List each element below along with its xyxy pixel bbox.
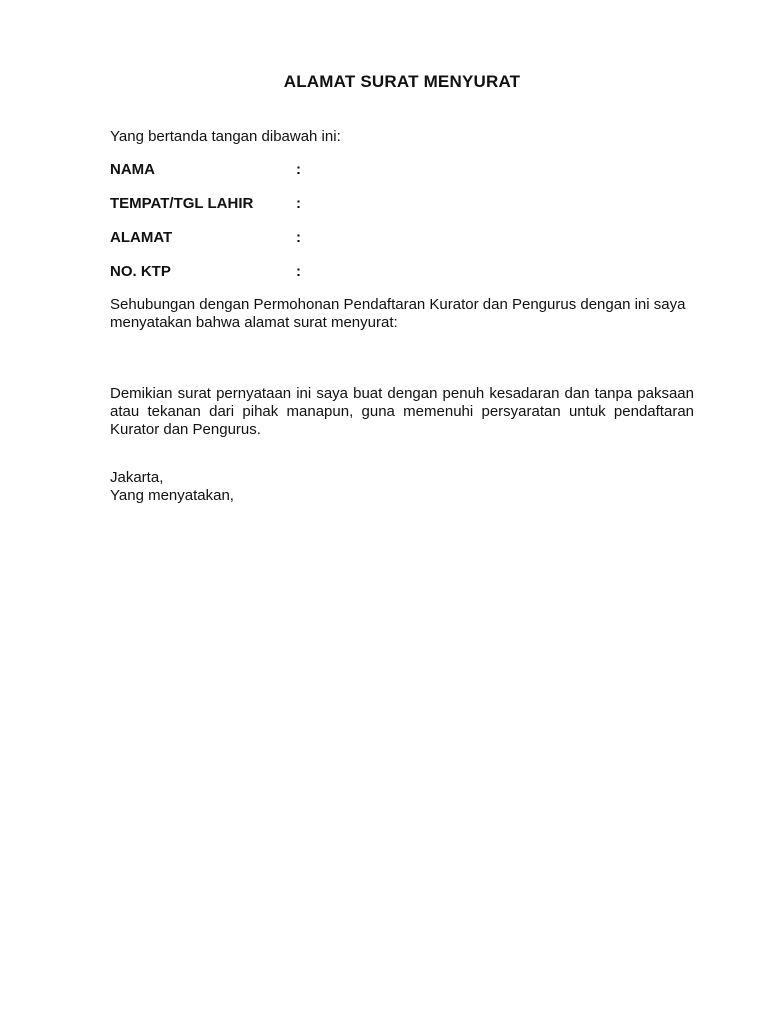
closing-signer: Yang menyatakan, — [110, 487, 234, 504]
intro-text: Yang bertanda tangan dibawah ini: — [110, 128, 341, 145]
field-colon: : — [296, 195, 301, 212]
field-label-nama: NAMA — [110, 161, 155, 178]
field-label-no-ktp: NO. KTP — [110, 263, 171, 280]
field-colon: : — [296, 229, 301, 246]
field-alamat — [110, 229, 301, 247]
closing-city: Jakarta, — [110, 469, 164, 486]
field-colon: : — [296, 263, 301, 280]
field-label-tempat-tgl-lahir: TEMPAT/TGL LAHIR — [110, 195, 254, 212]
document-title: ALAMAT SURAT MENYURAT — [283, 72, 521, 91]
closing-paragraph: Demikian surat pernyataan ini saya buat dengan penuh kesadaran dan tanpa paksaan atau tekanan dari pihak manapun, guna memenuhi persyaratan untuk pendaftaran Kurator dan Pengurus. — [110, 385, 694, 438]
statement-paragraph: Sehubungan dengan Permohonan Pendaftaran Kurator dan Pengurus dengan ini saya menyatakan bahwa alamat surat menyurat: — [110, 296, 686, 331]
field-nama — [110, 161, 301, 179]
field-label-alamat: ALAMAT — [110, 229, 173, 246]
field-no-ktp — [110, 263, 301, 281]
field-tempat-tgl-lahir — [110, 195, 301, 213]
field-colon: : — [296, 161, 301, 178]
